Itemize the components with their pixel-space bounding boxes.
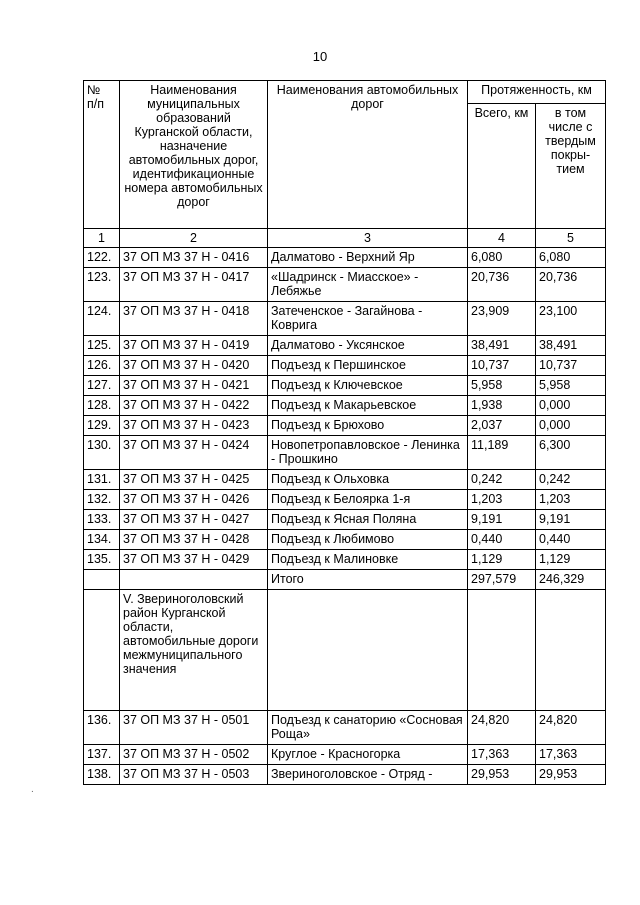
length-paved: 0,242: [536, 470, 606, 490]
length-total: 2,037: [468, 416, 536, 436]
empty-cell: [468, 590, 536, 711]
row-number: 136.: [84, 711, 120, 745]
column-number-row: [84, 229, 606, 248]
length-total: 23,909: [468, 302, 536, 336]
header-number: № п/п: [84, 81, 120, 229]
length-paved: 38,491: [536, 336, 606, 356]
column-number: 4: [468, 229, 536, 248]
table-row: [84, 550, 606, 570]
table-row: [84, 376, 606, 396]
row-number: 128.: [84, 396, 120, 416]
table-row: [84, 356, 606, 376]
road-id: 37 ОП МЗ 37 Н - 0422: [120, 396, 268, 416]
road-name: Подъезд к санаторию «Сосновая Роща»: [268, 711, 468, 745]
length-total: 17,363: [468, 745, 536, 765]
header-length: Протяженность, км: [468, 81, 606, 104]
length-total: 1,129: [468, 550, 536, 570]
length-paved: 6,080: [536, 248, 606, 268]
road-id: 37 ОП МЗ 37 Н - 0420: [120, 356, 268, 376]
table-row: [84, 336, 606, 356]
section-title: V. Звериноголовский район Курганской области, автомобильные дороги межмуниципального значения: [120, 590, 268, 711]
road-id: 37 ОП МЗ 37 Н - 0419: [120, 336, 268, 356]
row-number: 123.: [84, 268, 120, 302]
column-number: 3: [268, 229, 468, 248]
length-paved: 20,736: [536, 268, 606, 302]
row-number: 126.: [84, 356, 120, 376]
table-row: [84, 248, 606, 268]
length-total: 29,953: [468, 765, 536, 785]
header-municipality: Наименования муниципальных образований Курганской области, назначение автомобильных дорог, идентификационные номера автомобильных дорог: [120, 81, 268, 229]
length-total: 24,820: [468, 711, 536, 745]
header-road-name: Наименования автомобильных дорог: [268, 81, 468, 229]
length-paved: 1,129: [536, 550, 606, 570]
length-paved: 0,000: [536, 416, 606, 436]
road-name: «Шадринск - Миасское» - Лебяжье: [268, 268, 468, 302]
table-row: [84, 745, 606, 765]
table-row: [84, 436, 606, 470]
table-row: [84, 268, 606, 302]
road-name: Подъезд к Малиновке: [268, 550, 468, 570]
table-row: [84, 470, 606, 490]
road-id: 37 ОП МЗ 37 Н - 0428: [120, 530, 268, 550]
row-number: 134.: [84, 530, 120, 550]
road-name: Далматово - Уксянское: [268, 336, 468, 356]
table-row: [84, 711, 606, 745]
empty-cell: [84, 590, 120, 711]
road-name: Подъезд к Любимово: [268, 530, 468, 550]
length-total: 6,080: [468, 248, 536, 268]
page-number: 10: [312, 49, 328, 64]
table-row: [84, 530, 606, 550]
length-paved: 24,820: [536, 711, 606, 745]
table-row: [84, 765, 606, 785]
road-name: Затеченское - Загайнова - Коврига: [268, 302, 468, 336]
row-number: 137.: [84, 745, 120, 765]
total-row: [84, 570, 606, 590]
total-length: 297,579: [468, 570, 536, 590]
road-name: Подъезд к Ольховка: [268, 470, 468, 490]
empty-cell: [120, 570, 268, 590]
length-total: 0,440: [468, 530, 536, 550]
road-id: 37 ОП МЗ 37 Н - 0416: [120, 248, 268, 268]
total-label: Итого: [268, 570, 468, 590]
row-number: 127.: [84, 376, 120, 396]
road-name: Подъезд к Ключевское: [268, 376, 468, 396]
header-row: [84, 81, 606, 104]
road-name: Подъезд к Белоярка 1-я: [268, 490, 468, 510]
header-paved: в том числе с твердым покры-тием: [536, 104, 606, 229]
length-total: 1,938: [468, 396, 536, 416]
road-name: Звериноголовское - Отряд -: [268, 765, 468, 785]
road-id: 37 ОП МЗ 37 Н - 0502: [120, 745, 268, 765]
length-paved: 9,191: [536, 510, 606, 530]
table-row: [84, 416, 606, 436]
road-id: 37 ОП МЗ 37 Н - 0427: [120, 510, 268, 530]
empty-cell: [536, 590, 606, 711]
table-row: [84, 396, 606, 416]
road-name: Новопетропавловское - Ленинка - Прошкино: [268, 436, 468, 470]
margin-mark: .: [31, 784, 34, 795]
length-total: 20,736: [468, 268, 536, 302]
section-row: [84, 590, 606, 711]
column-number: 5: [536, 229, 606, 248]
length-paved: 29,953: [536, 765, 606, 785]
header-total: Всего, км: [468, 104, 536, 229]
length-paved: 6,300: [536, 436, 606, 470]
road-id: 37 ОП МЗ 37 Н - 0429: [120, 550, 268, 570]
length-total: 5,958: [468, 376, 536, 396]
row-number: 135.: [84, 550, 120, 570]
empty-cell: [268, 590, 468, 711]
length-total: 0,242: [468, 470, 536, 490]
empty-cell: [84, 570, 120, 590]
length-paved: 10,737: [536, 356, 606, 376]
road-id: 37 ОП МЗ 37 Н - 0418: [120, 302, 268, 336]
road-name: Подъезд к Макарьевское: [268, 396, 468, 416]
row-number: 138.: [84, 765, 120, 785]
length-total: 11,189: [468, 436, 536, 470]
road-id: 37 ОП МЗ 37 Н - 0425: [120, 470, 268, 490]
length-paved: 17,363: [536, 745, 606, 765]
length-total: 38,491: [468, 336, 536, 356]
column-number: 2: [120, 229, 268, 248]
length-paved: 1,203: [536, 490, 606, 510]
row-number: 130.: [84, 436, 120, 470]
road-id: 37 ОП МЗ 37 Н - 0503: [120, 765, 268, 785]
table-row: [84, 302, 606, 336]
column-number: 1: [84, 229, 120, 248]
length-paved: 23,100: [536, 302, 606, 336]
length-total: 1,203: [468, 490, 536, 510]
roads-table: [83, 80, 606, 785]
table-row: [84, 510, 606, 530]
road-name: Подъезд к Брюхово: [268, 416, 468, 436]
road-id: 37 ОП МЗ 37 Н - 0423: [120, 416, 268, 436]
table-row: [84, 490, 606, 510]
road-id: 37 ОП МЗ 37 Н - 0501: [120, 711, 268, 745]
road-id: 37 ОП МЗ 37 Н - 0424: [120, 436, 268, 470]
road-name: Подъезд к Ясная Поляна: [268, 510, 468, 530]
length-paved: 5,958: [536, 376, 606, 396]
road-id: 37 ОП МЗ 37 Н - 0426: [120, 490, 268, 510]
row-number: 131.: [84, 470, 120, 490]
total-paved: 246,329: [536, 570, 606, 590]
row-number: 132.: [84, 490, 120, 510]
row-number: 122.: [84, 248, 120, 268]
row-number: 133.: [84, 510, 120, 530]
row-number: 125.: [84, 336, 120, 356]
length-total: 9,191: [468, 510, 536, 530]
road-id: 37 ОП МЗ 37 Н - 0417: [120, 268, 268, 302]
road-name: Круглое - Красногорка: [268, 745, 468, 765]
road-name: Далматово - Верхний Яр: [268, 248, 468, 268]
row-number: 124.: [84, 302, 120, 336]
length-total: 10,737: [468, 356, 536, 376]
road-id: 37 ОП МЗ 37 Н - 0421: [120, 376, 268, 396]
row-number: 129.: [84, 416, 120, 436]
road-name: Подъезд к Першинское: [268, 356, 468, 376]
length-paved: 0,440: [536, 530, 606, 550]
length-paved: 0,000: [536, 396, 606, 416]
